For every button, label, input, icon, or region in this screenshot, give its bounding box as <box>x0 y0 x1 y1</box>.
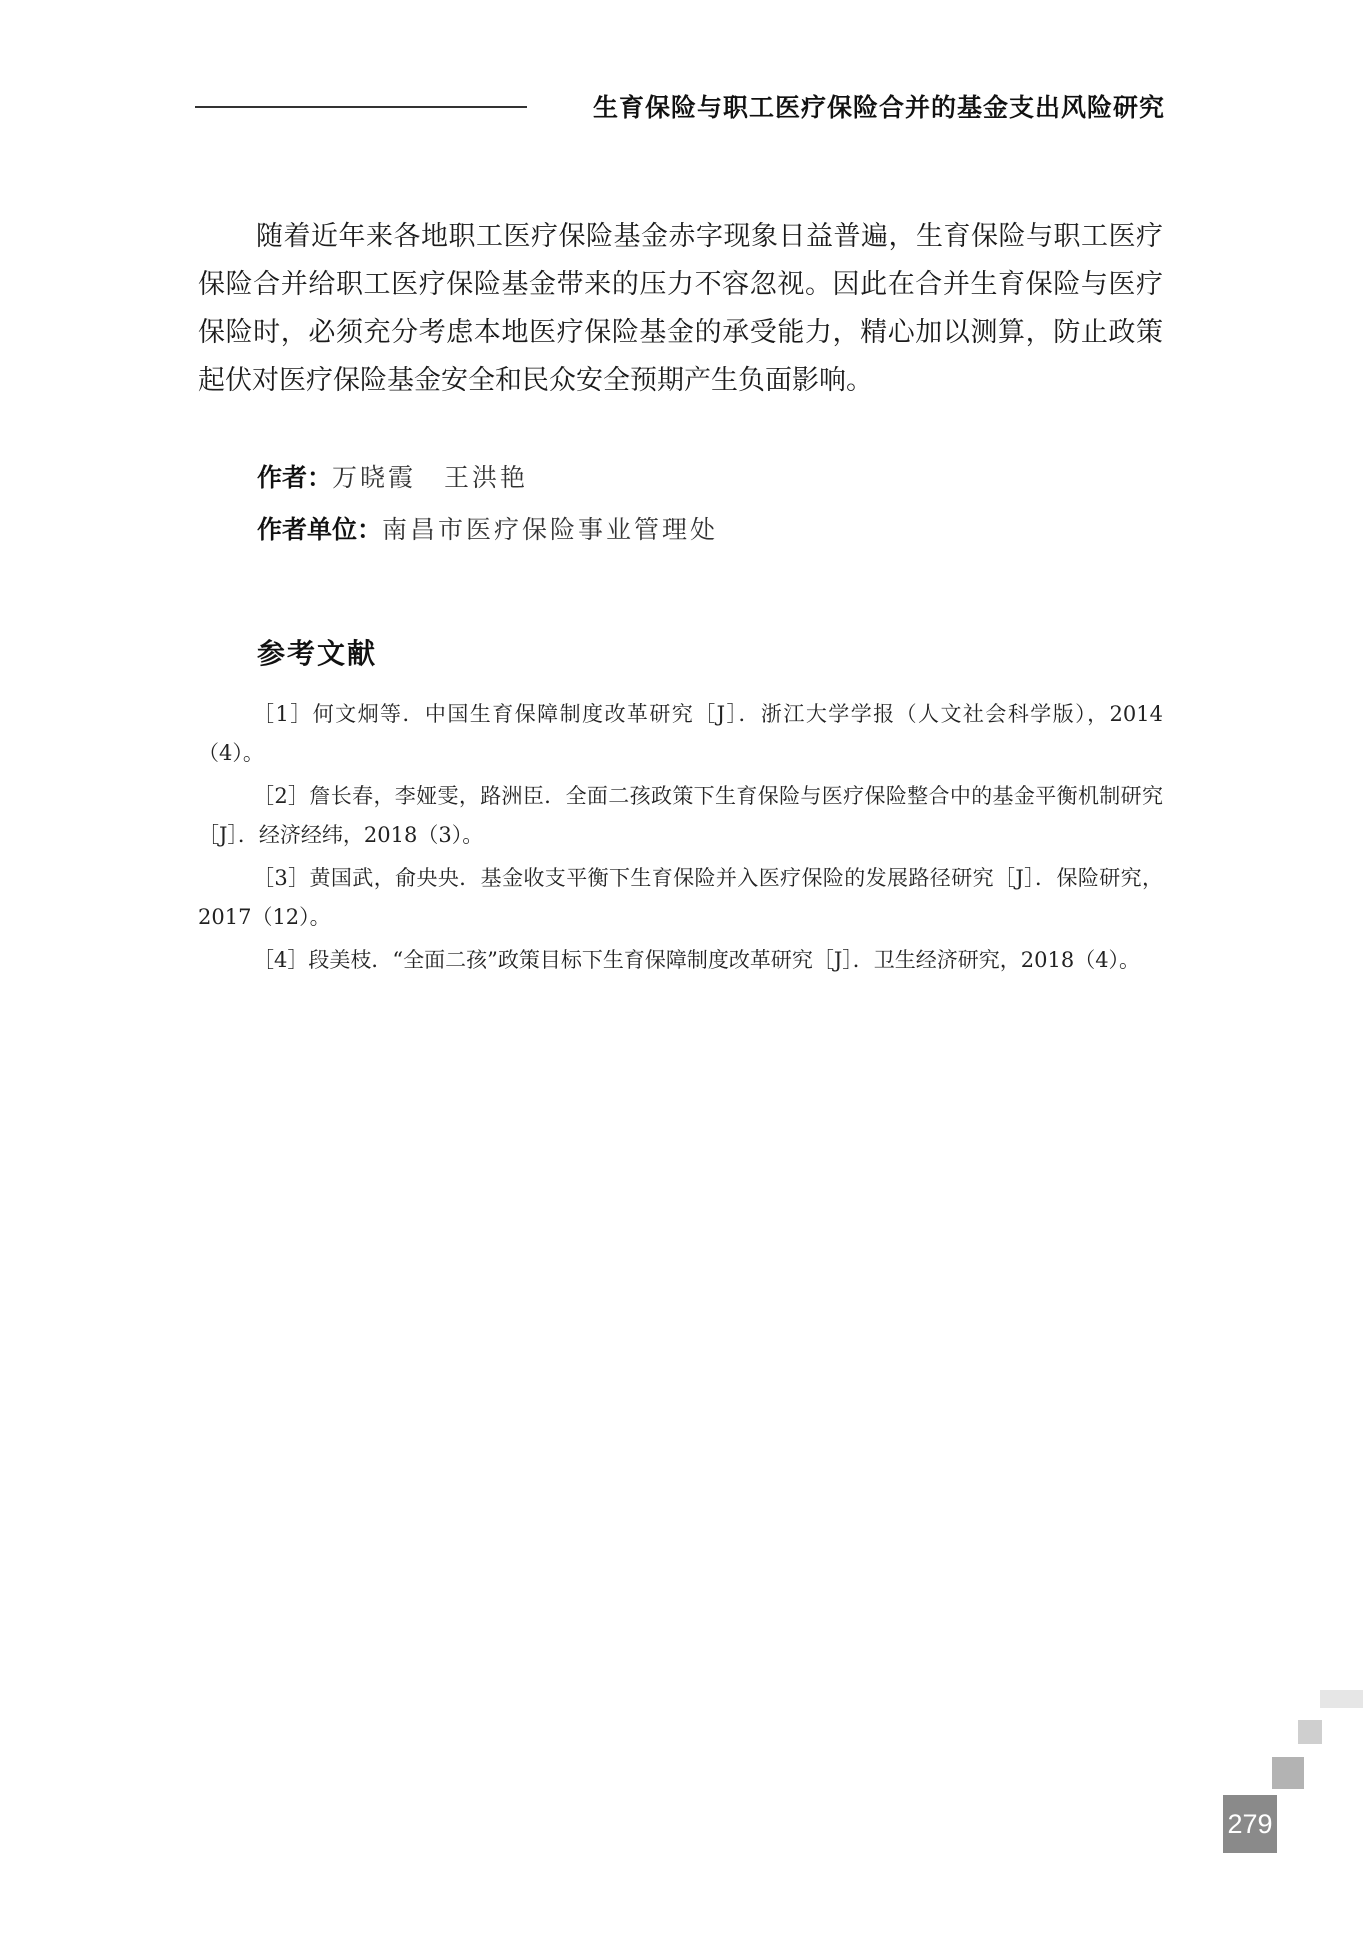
decor-square <box>1298 1720 1322 1744</box>
reference-item: ［2］詹长春，李娅雯，路洲臣．全面二孩政策下生育保险与医疗保险整合中的基金平衡机制研究［J］．经济经纬，2018（3）。 <box>198 784 1163 847</box>
affiliation-value: 南昌市医疗保险事业管理处 <box>382 515 719 544</box>
header-rule <box>195 106 527 108</box>
affiliation-line <box>257 510 718 546</box>
reference-list <box>198 695 1163 984</box>
reference-item: ［1］何文炯等．中国生育保障制度改革研究［J］．浙江大学学报（人文社会科学版），2014（4）。 <box>198 702 1163 765</box>
running-title: 生育保险与职工医疗保险合并的基金支出风险研究 <box>592 93 1165 122</box>
reference-item: ［3］黄国武，俞央央．基金收支平衡下生育保险并入医疗保险的发展路径研究［J］．保险研究，2017（12）。 <box>198 866 1163 929</box>
affiliation-label: 作者单位： <box>257 515 383 544</box>
page-number: 279 <box>1223 1795 1277 1853</box>
reference-item: ［4］段美枝．“全面二孩”政策目标下生育保障制度改革研究［J］．卫生经济研究，2018（4）。 <box>253 948 1141 972</box>
decor-square <box>1320 1690 1363 1708</box>
body-paragraph: 随着近年来各地职工医疗保险基金赤字现象日益普遍，生育保险与职工医疗保险合并给职工医疗保险基金带来的压力不容忽视。因此在合并生育保险与医疗保险时，必须充分考虑本地医疗保险基金的承受能力，精心加以测算，防止政策起伏对医疗保险基金安全和民众安全预期产生负面影响。 <box>198 221 1163 396</box>
author-label: 作者： <box>257 463 333 492</box>
references-heading: 参考文献 <box>257 637 378 670</box>
decor-square <box>1272 1757 1304 1789</box>
author-names: 万晓霞 王洪艳 <box>332 463 529 492</box>
author-line <box>257 458 528 494</box>
